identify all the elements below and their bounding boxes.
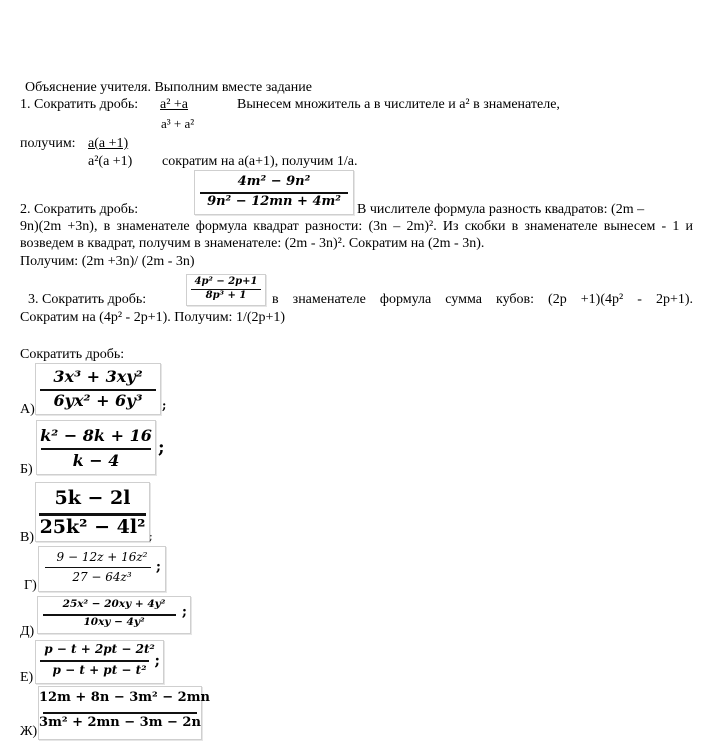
- task1-prefix: 1. Сократить дробь:: [20, 97, 139, 112]
- task3-denominator: 8p³ + 1: [205, 290, 247, 301]
- exercise-zh-label: Ж): [20, 724, 38, 739]
- task2-fraction-image: [194, 170, 354, 215]
- task1-get-label: получим:: [20, 136, 76, 151]
- task1-comment: Вынесем множитель а в числителе и а² в знаменателе,: [237, 97, 560, 112]
- exercise-g-numerator: 9 − 12z + 16z²: [56, 550, 148, 564]
- task3-fraction-image: [186, 274, 266, 306]
- exercise-b-semicolon: ;: [158, 437, 165, 458]
- exercise-e-fraction: [35, 640, 164, 684]
- exercise-b-denominator: k − 4: [72, 451, 120, 470]
- exercise-b-label: Б): [20, 462, 33, 477]
- exercise-d-fraction: [37, 596, 191, 634]
- task2-body: 9n)(2m +3n), в знаменателе формула квадрат разности: (3n – 2m)². Из скобки в знаменателе вынесем - 1 и возведем в квадрат, получим в знаменателе: (2m - 3n)². Сократим на (2m - 3n).: [20, 219, 693, 251]
- task1-denominator: a³ + a²: [161, 116, 195, 131]
- exercise-a-denominator: 6yx² + 6y³: [53, 391, 143, 410]
- exercise-g-denominator: 27 − 64z³: [72, 570, 132, 584]
- exercise-v-fraction: [35, 482, 150, 542]
- exercise-a-label: А): [20, 402, 35, 417]
- exercise-d-denominator: 10xy − 4y²: [83, 616, 145, 628]
- fraction-bar: [43, 712, 197, 714]
- exercise-b-fraction: [36, 420, 156, 475]
- exercise-g-fraction: [38, 546, 166, 592]
- task1-result-numerator: а(а +1): [88, 136, 129, 151]
- explanation-heading: Объяснение учителя. Выполним вместе задание: [25, 80, 312, 95]
- task3-numerator: 4p² − 2p+1: [194, 276, 258, 287]
- exercise-d-semicolon: ;: [181, 604, 187, 620]
- exercise-d-label: Д): [20, 624, 35, 639]
- exercise-e-numerator: p − t + 2pt − 2t²: [44, 642, 155, 656]
- exercise-v-denominator: 25k² − 4l²: [39, 516, 146, 538]
- fraction-bar: [45, 567, 151, 568]
- fraction-bar: [41, 448, 151, 450]
- task3-line1: в знаменателе формула сумма кубов: (2p +1)(4p² - 2p+1).: [272, 292, 693, 307]
- task2-result: Получим: (2m +3n)/ (2m - 3n): [20, 254, 195, 269]
- exercise-v-label: В): [20, 530, 34, 545]
- exercise-zh-numerator: 12m + 8n − 3m² − 2mn: [39, 690, 210, 705]
- exercise-d-numerator: 25x² − 20xy + 4y²: [62, 598, 166, 610]
- exercise-e-label: Е): [20, 670, 34, 685]
- fraction-bar: [40, 660, 149, 662]
- exercise-v-numerator: 5k − 2l: [54, 487, 131, 509]
- exercise-a-fraction: [35, 363, 161, 415]
- task1-result-denominator: а²(а +1): [88, 154, 133, 169]
- task1-numerator: a² +a: [160, 97, 189, 112]
- task2-prefix: 2. Сократить дробь:: [20, 202, 139, 217]
- exercise-b-numerator: k² − 8k + 16: [40, 426, 152, 445]
- exercise-a-semicolon: ;: [162, 398, 167, 412]
- exercise-a-numerator: 3x³ + 3xy²: [53, 367, 143, 386]
- exercise-g-label: Г): [24, 578, 37, 593]
- task1-reduce-text: сократим на а(а+1), получим 1/а.: [162, 154, 358, 169]
- task2-numerator: 4m² − 9n²: [237, 174, 311, 189]
- exercises-heading: Сократить дробь:: [20, 347, 125, 362]
- task3-line2: Сократим на (4p² - 2p+1). Получим: 1/(2p+1): [20, 310, 286, 325]
- exercise-e-semicolon: ;: [154, 651, 160, 669]
- task2-line1: В числителе формула разность квадратов: (2m –: [357, 202, 645, 217]
- exercise-e-denominator: p − t + pt − t²: [52, 663, 147, 677]
- exercise-v-semicolon: ;: [149, 530, 153, 543]
- exercise-zh-denominator: 3m² + 2mn − 3m − 2n: [39, 715, 201, 730]
- exercise-zh-fraction: [38, 686, 210, 740]
- task3-prefix: 3. Сократить дробь:: [28, 292, 147, 307]
- task2-denominator: 9n² − 12mn + 4m²: [207, 194, 341, 209]
- exercise-g-semicolon: ;: [155, 559, 161, 575]
